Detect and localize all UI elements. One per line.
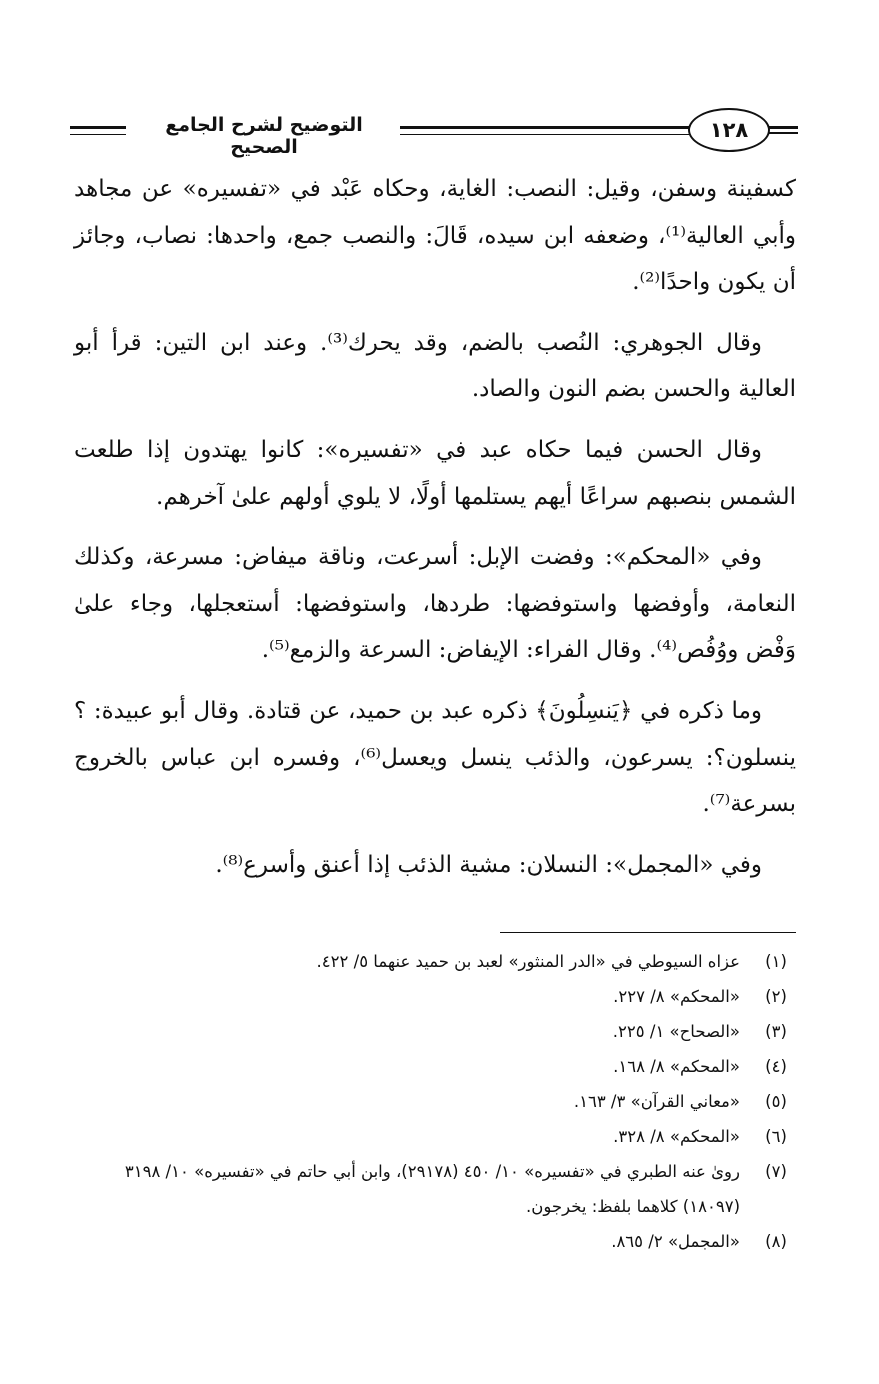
footnote-text: «المحكم» ٨/ ١٦٨. [613, 1057, 740, 1076]
header-rule-tip [768, 120, 798, 140]
paragraph: وقال الجوهري: النُصب بالضم، وقد يحرك⁽³⁾. وعند ابن التين: قرأ أبو العالية والحسن بضم النون والصاد. [74, 329, 796, 403]
footnote-number: (٥) [765, 1092, 787, 1111]
footnote [74, 1049, 794, 1084]
footnote [74, 979, 794, 1014]
main-text [74, 166, 796, 902]
footnotes [74, 944, 794, 1259]
footnote-text: عزاه السيوطي في «الدر المنثور» لعبد بن حميد عنهما ٥/ ٤٢٢. [316, 952, 740, 971]
footnote-text: «المجمل» ٢/ ٨٦٥. [611, 1232, 740, 1251]
footnote-text: «المحكم» ٨/ ٢٢٧. [613, 987, 740, 1006]
paragraph: كسفينة وسفن، وقيل: النصب: الغاية، وحكاه عَبْد في «تفسيره» عن مجاهد وأبي العالية⁽¹⁾، وضعفه ابن سيده، قَالَ: والنصب جمع، واحدها: نصاب، وجائز أن يكون واحدًا⁽²⁾. [74, 176, 797, 296]
footnote-number: (٢) [765, 987, 787, 1006]
paragraph: وقال الحسن فيما حكاه عبد في «تفسيره»: كانوا يهتدون إذا طلعت الشمس بنصبهم سراعًا أيهم يستلمها أولًا، لا يلوي أولهم علىٰ آخرهم. [74, 436, 796, 510]
footnote-number: (١) [765, 952, 787, 971]
footnote-text: «الصحاح» ١/ ٢٢٥. [612, 1022, 740, 1041]
footnote-text: رویٰ عنه الطبري في «تفسيره» ١٠/ ٤٥٠ (٢٩١٧٨)، وابن أبي حاتم في «تفسيره» ١٠/ ٣١٩٨ (١٨٠٩٧) كلاهما بلفظ: يخرجون. [124, 1162, 740, 1216]
footnote [74, 1119, 794, 1154]
header-rule-right [400, 126, 690, 135]
paragraph: وفي «المجمل»: النسلان: مشية الذئب إذا أعنق وأسرع⁽⁸⁾. [215, 851, 762, 878]
footnote [74, 944, 794, 979]
footnote-number: (٨) [765, 1232, 787, 1251]
footnote-number: (٣) [765, 1022, 787, 1041]
footnote-number: (٦) [765, 1127, 787, 1146]
page-header [70, 104, 798, 156]
paragraph: وما ذكره في ﴿يَنسِلُونَ﴾ ذكره عبد بن حميد، عن قتادة. وقال أبو عبيدة: ؟ينسلون؟: يسرعون، والذئب ينسل ويعسل⁽⁶⁾، وفسره ابن عباس بالخروج بسرعة⁽⁷⁾. [74, 697, 796, 818]
footnote-separator [500, 932, 796, 933]
footnote [74, 1014, 794, 1049]
footnote [74, 1224, 794, 1259]
footnote [74, 1154, 794, 1224]
footnote-text: «معاني القرآن» ٣/ ١٦٣. [573, 1092, 740, 1111]
header-rule-left [70, 126, 126, 135]
footnote [74, 1084, 794, 1119]
footnote-number: (٤) [765, 1057, 787, 1076]
footnote-number: (٧) [765, 1162, 787, 1181]
footnote-text: «المحكم» ٨/ ٣٢٨. [613, 1127, 740, 1146]
running-title: التوضيح لشرح الجامع الصحيح [165, 114, 363, 158]
paragraph: وفي «المحكم»: وفضت الإبل: أسرعت، وناقة ميفاض: مسرعة، وكذلك النعامة، وأوفضها واستوفضها: طردها، واستوفضها: أستعجلها، وجاء علىٰ وَفْض ووُفُص⁽⁴⁾. وقال الفراء: الإيفاض: السرعة والزمع⁽⁵⁾. [74, 544, 796, 664]
page-number: ١٢٨ [688, 108, 770, 152]
